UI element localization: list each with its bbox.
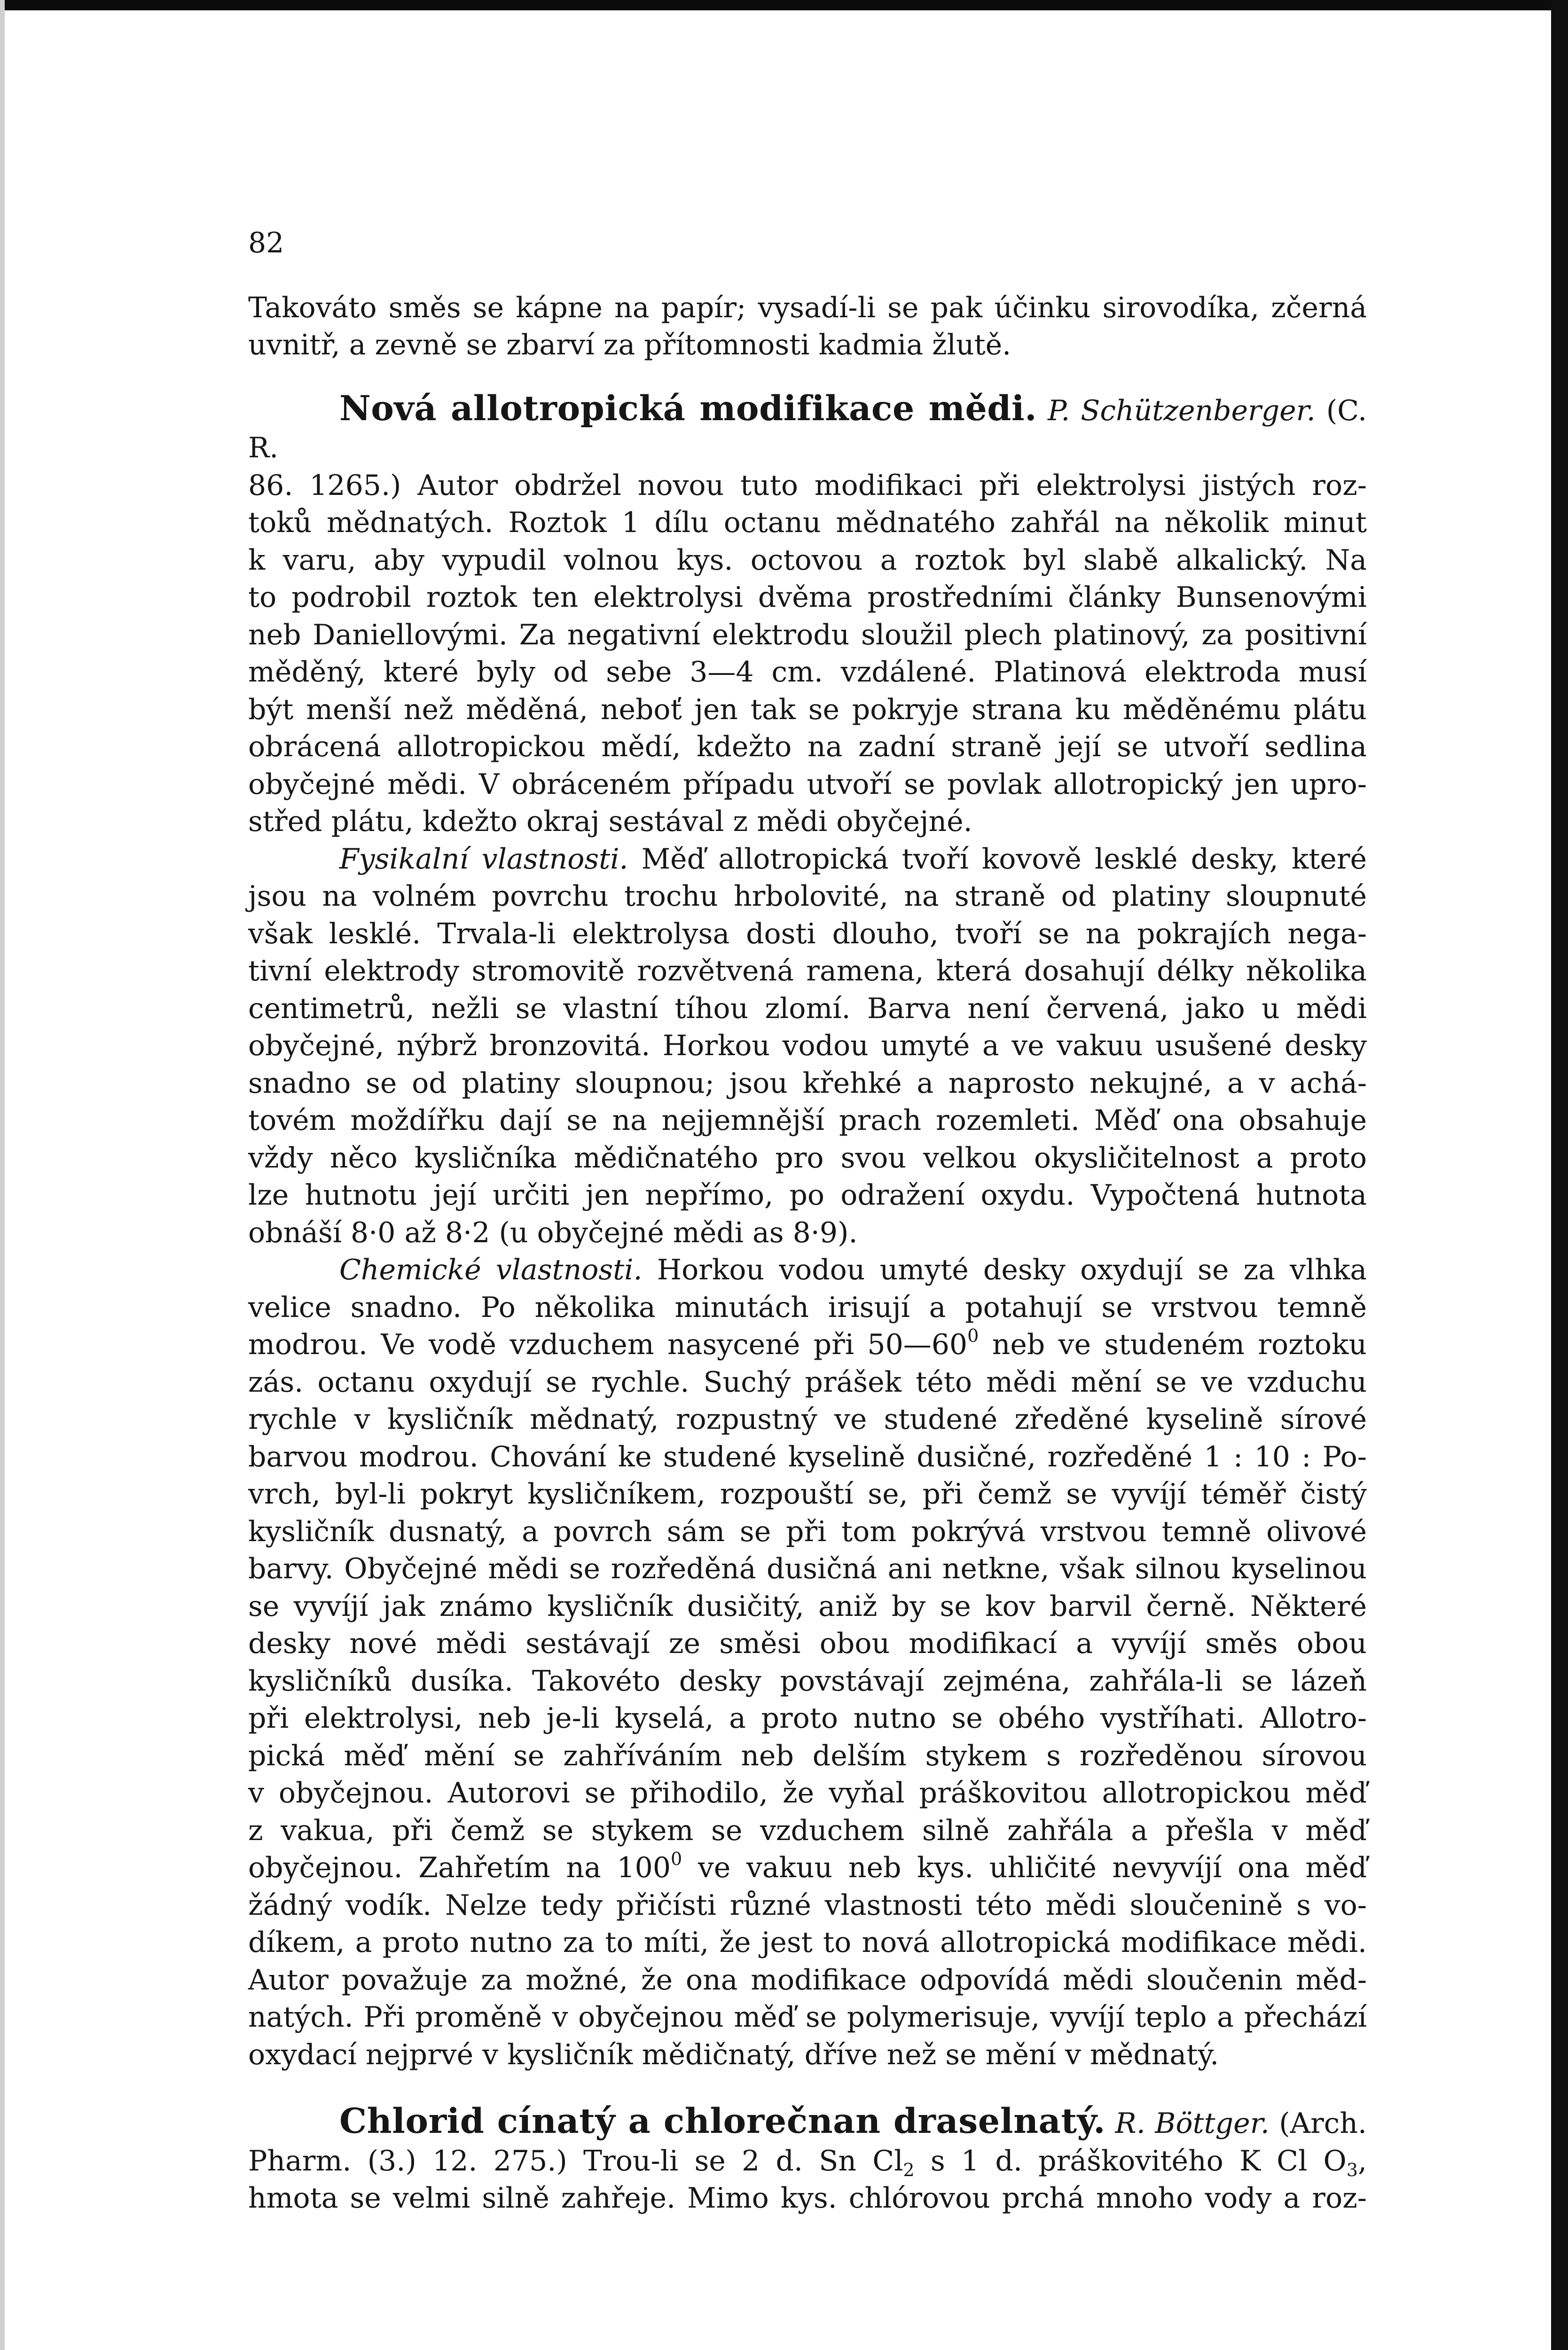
- section-heading: Chlorid cínatý a chlorečnan draselnatý.: [339, 2101, 1106, 2141]
- subheading-physical: Fysikalní vlastnosti.: [339, 842, 628, 876]
- text-line: díkem, a proto nutno za to míti, že jest to nová allotropická modifikace mědi.: [248, 1926, 1367, 1959]
- text-line: obyčejné, nýbrž bronzovitá. Horkou vodou umyté a ve vakuu usušené desky: [248, 1029, 1367, 1062]
- text-line: měděný, které byly od sebe 3—4 cm. vzdálené. Platinová elektroda musí: [248, 656, 1367, 689]
- scan-edge-top: [0, 0, 1568, 10]
- scan-edge-right: [1551, 0, 1568, 2350]
- physical-properties-start: Fysikalní vlastnosti. Měď allotropická tvoří kovově lesklé desky, které: [339, 842, 1367, 876]
- text-line: Takováto směs se kápne na papír; vysadí-li se pak účinku sirovodíka, zčerná: [248, 291, 1367, 324]
- text-line: snadno se od platiny sloupnou; jsou křehké a naprosto nekujné, a v achá-: [248, 1066, 1367, 1100]
- section-heading-line: [248, 2103, 1367, 2143]
- book-page: [248, 225, 1367, 2217]
- text-line: z vakua, při čemž se stykem se vzduchem silně zahřála a přešla v měď: [248, 1814, 1367, 1847]
- section-heading: Nová allotropická modifikace mědi.: [339, 388, 1037, 429]
- text-line: toků mědnatých. Roztok 1 dílu octanu mědnatého zahřál na několik minut: [248, 506, 1367, 539]
- text-line: lze hutnotu její určiti jen nepřímo, po odražení oxydu. Vypočtená hutnota: [248, 1179, 1367, 1212]
- degree-superscript: 0: [967, 1325, 979, 1346]
- text-line: k varu, aby vypudil volnou kys. octovou a roztok byl slabě alkalický. Na: [248, 543, 1367, 577]
- text-line: to podrobil roztok ten elektrolysi dvěma prostředními články Bunsenovými: [248, 581, 1367, 614]
- formula-subscript: 3: [1346, 2159, 1358, 2180]
- text-line: obyčejnou. Zahřetím na $100^0$ ve vakuu neb kys. uhličité nevyvíjí ona měď: [248, 1849, 1367, 1884]
- scan-edge-left: [0, 0, 5, 2350]
- section-heading-line: [248, 390, 1367, 467]
- text-line: jsou na volném povrchu trochu hrbolovité, na straně od platiny sloupnuté: [248, 880, 1367, 913]
- text-line: 86. 1265.) Autor obdržel novou tuto modifikaci při elektrolysi jistých roz-: [248, 469, 1367, 502]
- text-line: uvnitř, a zevně se zbarví za přítomnosti kadmia žlutě.: [248, 329, 1011, 361]
- text-line: obyčejné mědi. V obráceném případu utvoří se povlak allotropický jen upro-: [248, 768, 1367, 801]
- section-author: R. Böttger.: [1115, 2107, 1270, 2140]
- text-line: tivní elektrody stromovitě rozvětvená ramena, která dosahují délky několika: [248, 955, 1367, 987]
- text-line: oxydací nejprvé v kysličník mědičnatý, dříve než se mění v mědnatý.: [248, 2038, 1219, 2071]
- section-tin-chloride: [248, 2103, 1367, 2217]
- text-line: centimetrů, nežli se vlastní tíhou zlomí. Barva není červená, jako u mědi: [248, 992, 1367, 1025]
- section-author: P. Schützenberger.: [1047, 394, 1316, 427]
- text-line: natých. Při proměně v obyčejnou měď se polymerisuje, vyvíjí teplo a přechází: [248, 2001, 1367, 2034]
- text-line: obnáší 8·0 až 8·2 (u obyčejné mědi as 8·9).: [248, 1216, 858, 1249]
- section-reference: (C. R.: [248, 394, 1367, 464]
- text-line: zás. octanu oxydují se rychle. Suchý prášek této mědi mění se ve vzduchu: [248, 1365, 1367, 1399]
- text-line: se vyvíjí jak známo kysličník dusičitý, aniž by se kov barvil černě. Některé: [248, 1590, 1367, 1623]
- page-number: 82: [248, 227, 284, 259]
- text-line: obrácená allotropickou mědí, kdežto na zadní straně její se utvoří sedlina: [248, 730, 1367, 763]
- text-line: Autor považuje za možné, že ona modifikace odpovídá mědi sloučenin měd-: [248, 1963, 1367, 1997]
- text-line: modrou. Ve vodě vzduchem nasycené při $50—60^0$ neb ve studeném roztoku: [248, 1325, 1367, 1361]
- formula-subscript: 2: [903, 2159, 915, 2180]
- text-line: vrch, byl-li pokryt kysličníkem, rozpouští se, při čemž se vyvíjí téměř čistý: [248, 1478, 1367, 1511]
- intro-paragraph: [248, 290, 1367, 364]
- text-line: pická měď mění se zahříváním neb delším stykem s rozředěnou sírovou: [248, 1739, 1367, 1772]
- text-line: žádný vodík. Nelze tedy přičísti různé vlastnosti této mědi sloučenině s vo-: [248, 1888, 1367, 1922]
- text-line: Pharm. (3.) 12. 275.) Trou-li se 2 d. Sn $Cl_2$ s 1 d. práškovitého K Cl $O_3$,: [248, 2144, 1367, 2180]
- text-line: desky nové mědi sestávají ze směsi obou modifikací a vyvíjí směs obou: [248, 1627, 1367, 1660]
- text-line: rychle v kysličník mědnatý, rozpustný ve studené zředěné kyselině sírové: [248, 1403, 1367, 1436]
- text-line: velice snadno. Po několika minutách irisují a potahují se vrstvou temně: [248, 1291, 1367, 1324]
- text-line: barvou modrou. Chování ke studené kyselině dusičné, rozředěné 1 : 10 : Po-: [248, 1440, 1367, 1473]
- section-reference: (Arch.: [1279, 2107, 1367, 2140]
- text-line: však lesklé. Trvala-li elektrolysa dosti dlouho, tvoří se na pokrajích nega-: [248, 917, 1367, 950]
- text-line: při elektrolysi, neb je-li kyselá, a proto nutno se obého vystříhati. Allotro-: [248, 1702, 1367, 1735]
- subheading-chemical: Chemické vlastnosti.: [339, 1253, 643, 1286]
- text-line: neb Daniellovými. Za negativní elektrodu sloužil plech platinový, za positivní: [248, 618, 1367, 651]
- chemical-properties-start: Chemické vlastnosti. Horkou vodou umyté desky oxydují se za vlhka: [339, 1253, 1367, 1286]
- text-line: střed plátu, kdežto okraj sestával z mědi obyčejné.: [248, 805, 972, 838]
- text-line: tovém moždířku dají se na nejjemnější prach rozemleti. Měď ona obsahuje: [248, 1104, 1367, 1137]
- section-copper-allotrope: [248, 390, 1367, 2074]
- text-line: barvy. Obyčejné mědi se rozředěná dusičná ani netkne, však silnou kyselinou: [248, 1552, 1367, 1585]
- text-line: v obyčejnou. Autorovi se přihodilo, že vyňal práškovitou allotropickou měď: [248, 1777, 1367, 1810]
- text-line: hmota se velmi silně zahřeje. Mimo kys. chlórovou prchá mnoho vody a roz-: [248, 2182, 1367, 2215]
- text-line: kysličník dusnatý, a povrch sám se při tom pokrývá vrstvou temně olivové: [248, 1515, 1367, 1548]
- text-line: vždy něco kysličníka mědičnatého pro svou velkou okysličitelnost a proto: [248, 1141, 1367, 1175]
- text-line: kysličníků dusíka. Takovéto desky povstávají zejména, zahřála-li se lázeň: [248, 1664, 1367, 1698]
- degree-superscript: 0: [671, 1849, 682, 1869]
- text-line: být menší než měděná, neboť jen tak se pokryje strana ku měděnému plátu: [248, 693, 1367, 726]
